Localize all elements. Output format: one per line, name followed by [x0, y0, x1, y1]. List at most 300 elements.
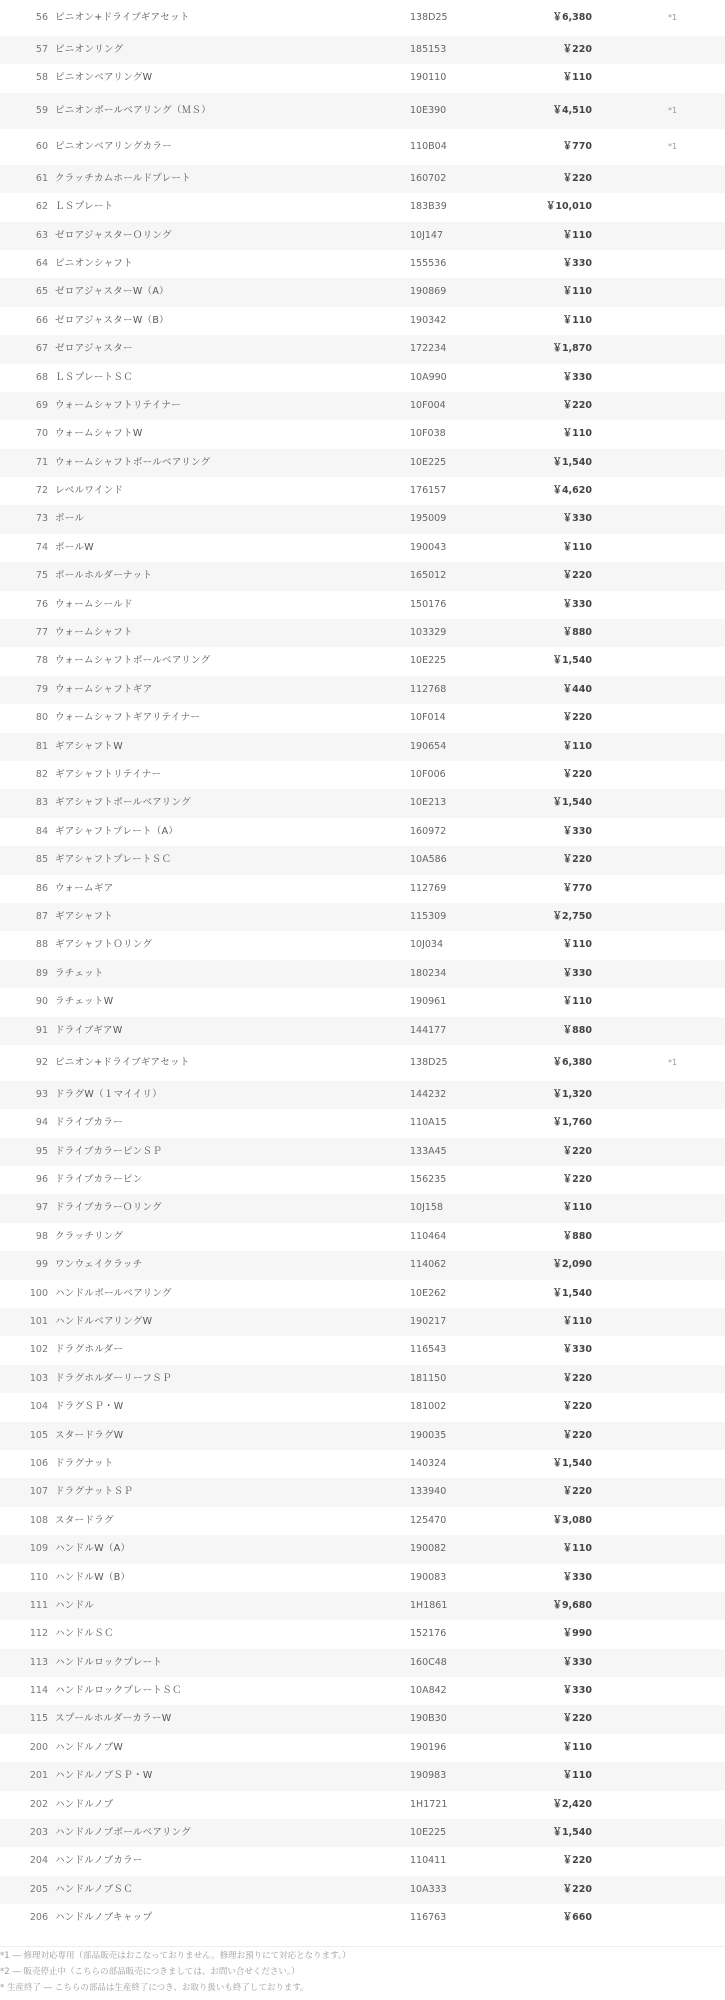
- part-name: ウォームシャフトW: [55, 428, 143, 440]
- part-price: ￥330: [562, 1571, 592, 1583]
- part-number: 93: [35, 1088, 48, 1100]
- part-code: 144232: [410, 1088, 447, 1100]
- table-row: [0, 250, 725, 278]
- part-number: 112: [29, 1628, 48, 1640]
- part-code: 10E225: [410, 655, 447, 667]
- table-row: [0, 988, 725, 1016]
- part-number: 71: [35, 456, 48, 468]
- table-row: [0, 1847, 725, 1875]
- table-row: [0, 1308, 725, 1336]
- part-code: 10E262: [410, 1287, 447, 1299]
- table-row: [0, 335, 725, 363]
- part-name: ドライブカラーピン: [55, 1174, 143, 1186]
- part-name: ドライブカラー: [55, 1117, 123, 1129]
- part-code: 190043: [410, 541, 447, 553]
- part-number: 106: [29, 1457, 48, 1469]
- part-code: 10E390: [410, 104, 447, 116]
- part-price: ￥220: [562, 172, 592, 184]
- table-row: [0, 1017, 725, 1045]
- part-number: 83: [35, 797, 48, 809]
- part-number: 105: [29, 1429, 48, 1441]
- part-number: 75: [35, 570, 48, 582]
- part-name: ハンドルノブW: [55, 1741, 124, 1753]
- table-row: [0, 1791, 725, 1819]
- part-name: ＬＳプレートＳＣ: [55, 371, 134, 383]
- part-price: ￥880: [562, 627, 592, 639]
- table-row: [0, 364, 725, 392]
- part-code: 10F038: [410, 428, 446, 440]
- part-price: ￥330: [562, 825, 592, 837]
- part-price: ￥3,080: [552, 1514, 592, 1526]
- part-name: ハンドルベアリングW: [55, 1316, 153, 1328]
- table-row: [0, 1649, 725, 1677]
- part-price: ￥220: [562, 768, 592, 780]
- table-row: [0, 1705, 725, 1733]
- table-row: [0, 931, 725, 959]
- part-code: 10A586: [410, 854, 447, 866]
- part-price: ￥660: [562, 1912, 592, 1924]
- part-name: ゼロアジャスターW（A）: [55, 286, 169, 298]
- table-row: [0, 278, 725, 306]
- part-name: ハンドルノブＳＰ・W: [55, 1770, 153, 1782]
- part-price: ￥220: [562, 1145, 592, 1157]
- table-row: [0, 704, 725, 732]
- part-price: ￥1,540: [552, 1287, 592, 1299]
- part-price: ￥220: [562, 1429, 592, 1441]
- part-number: 84: [35, 825, 48, 837]
- part-price: ￥220: [562, 1174, 592, 1186]
- table-row: [0, 93, 725, 129]
- part-price: ￥220: [562, 1486, 592, 1498]
- part-name: ゼロアジャスターＯリング: [55, 229, 172, 241]
- table-row: [0, 193, 725, 221]
- part-number: 114: [29, 1685, 48, 1697]
- part-number: 91: [35, 1024, 48, 1036]
- part-price: ￥880: [562, 1024, 592, 1036]
- part-number: 85: [35, 854, 48, 866]
- part-price: ￥440: [562, 683, 592, 695]
- part-name: ギアシャフトW: [55, 740, 123, 752]
- part-name: ゼロアジャスター: [55, 343, 133, 355]
- part-name: ワンウェイクラッチ: [55, 1259, 143, 1271]
- part-code: 116543: [410, 1344, 447, 1356]
- table-row: [0, 1592, 725, 1620]
- table-row: [0, 1045, 725, 1081]
- table-row: [0, 1904, 725, 1932]
- part-code: 116763: [410, 1912, 447, 1924]
- table-row: [0, 165, 725, 193]
- part-price: ￥2,090: [552, 1259, 592, 1271]
- part-name: ウォームシャフトボールベアリング: [55, 456, 211, 468]
- part-number: 89: [35, 967, 48, 979]
- part-price: ￥220: [562, 1883, 592, 1895]
- table-row: [0, 1109, 725, 1137]
- table-row: [0, 1535, 725, 1563]
- part-price: ￥330: [562, 1685, 592, 1697]
- part-name: ピニオンシャフト: [55, 257, 133, 269]
- part-name: ドライブカラーＯリング: [55, 1202, 162, 1214]
- part-number: 76: [35, 598, 48, 610]
- part-number: 90: [35, 996, 48, 1008]
- part-price: ￥110: [562, 939, 592, 951]
- part-code: 10A333: [410, 1883, 447, 1895]
- part-price: ￥1,540: [552, 797, 592, 809]
- part-code: 138D25: [410, 12, 448, 23]
- part-number: 63: [35, 229, 48, 241]
- part-price: ￥990: [562, 1628, 592, 1640]
- part-number: 78: [35, 655, 48, 667]
- part-number: 97: [35, 1202, 48, 1214]
- part-number: 109: [29, 1543, 48, 1555]
- table-row: [0, 1138, 725, 1166]
- part-price: ￥4,510: [552, 104, 592, 116]
- part-number: 79: [35, 683, 48, 695]
- part-number: 203: [29, 1827, 48, 1839]
- table-row: [0, 1365, 725, 1393]
- part-name: ゼロアジャスターW（B）: [55, 314, 169, 326]
- part-name: ハンドルノブキャップ: [55, 1912, 153, 1924]
- part-code: 190983: [410, 1770, 447, 1782]
- part-code: 10A842: [410, 1685, 447, 1697]
- part-code: 10J147: [410, 229, 444, 241]
- part-number: 86: [35, 882, 48, 894]
- part-name: ハンドルノブ: [55, 1798, 114, 1810]
- part-number: 202: [29, 1798, 48, 1810]
- part-price: ￥770: [562, 140, 592, 152]
- table-row: [0, 1336, 725, 1364]
- part-name: レベルワインド: [55, 485, 124, 497]
- part-code: 190083: [410, 1571, 447, 1583]
- table-row: [0, 449, 725, 477]
- part-code: 110464: [410, 1230, 447, 1242]
- part-price: ￥110: [562, 1316, 592, 1328]
- part-price: ￥110: [562, 314, 592, 326]
- part-number: 103: [29, 1372, 48, 1384]
- table-row: [0, 1478, 725, 1506]
- table-row: [0, 1450, 725, 1478]
- part-code: 190B30: [410, 1713, 447, 1725]
- part-price: ￥10,010: [545, 201, 592, 213]
- part-number: 56: [35, 12, 48, 23]
- table-row: [0, 1677, 725, 1705]
- part-price: ￥220: [562, 854, 592, 866]
- part-number: 88: [35, 939, 48, 951]
- part-code: 180234: [410, 967, 447, 979]
- part-price: ￥220: [562, 1713, 592, 1725]
- part-name: ドラグホルダーリーフＳＰ: [55, 1372, 172, 1384]
- part-price: ￥1,540: [552, 1457, 592, 1469]
- part-price: ￥110: [562, 229, 592, 241]
- part-number: 72: [35, 485, 48, 497]
- table-row: [0, 307, 725, 335]
- part-code: 172234: [410, 343, 447, 355]
- part-code: 176157: [410, 485, 447, 497]
- part-name: スタードラグW: [55, 1429, 124, 1441]
- part-number: 57: [35, 44, 48, 55]
- part-number: 67: [35, 343, 48, 355]
- part-number: 104: [29, 1401, 48, 1413]
- part-price: ￥770: [562, 882, 592, 894]
- part-number: 107: [29, 1486, 48, 1498]
- part-code: 1H1861: [410, 1599, 448, 1611]
- part-price: ￥220: [562, 712, 592, 724]
- part-code: 190961: [410, 996, 447, 1008]
- part-code: 110A15: [410, 1117, 447, 1129]
- part-number: 95: [35, 1145, 48, 1157]
- table-row: [0, 562, 725, 590]
- part-code: 10F006: [410, 768, 446, 780]
- part-number: 73: [35, 513, 48, 525]
- part-number: 204: [29, 1855, 48, 1867]
- part-name: ギアシャフトＯリング: [55, 939, 153, 951]
- part-number: 59: [35, 104, 48, 116]
- part-price: ￥330: [562, 371, 592, 383]
- table-row: [0, 1194, 725, 1222]
- part-price: ￥110: [562, 72, 592, 84]
- table-row: [0, 1564, 725, 1592]
- part-code: 115309: [410, 910, 447, 922]
- part-number: 65: [35, 286, 48, 298]
- part-number: 69: [35, 399, 48, 411]
- part-name: ピニオンリング: [55, 44, 124, 55]
- table-row: [0, 129, 725, 165]
- part-name: ドラグナット: [55, 1457, 114, 1469]
- part-price: ￥1,870: [552, 343, 592, 355]
- part-number: 66: [35, 314, 48, 326]
- part-number: 61: [35, 172, 48, 184]
- part-number: 96: [35, 1174, 48, 1186]
- part-name: ウォームシャフト: [55, 627, 133, 639]
- part-code: 10A990: [410, 371, 447, 383]
- part-price: ￥110: [562, 428, 592, 440]
- part-code: 10E213: [410, 797, 447, 809]
- part-code: 195009: [410, 513, 447, 525]
- part-number: 74: [35, 541, 48, 553]
- table-row: [0, 1507, 725, 1535]
- part-code: 133A45: [410, 1145, 447, 1157]
- part-code: 190869: [410, 286, 447, 298]
- part-name: ピニオンベアリングW: [55, 72, 153, 84]
- part-code: 190035: [410, 1429, 447, 1441]
- part-code: 125470: [410, 1514, 447, 1526]
- part-name: ウォームシールド: [55, 598, 133, 610]
- part-number: 99: [35, 1259, 48, 1271]
- part-number: 81: [35, 740, 48, 752]
- part-number: 80: [35, 712, 48, 724]
- part-name: ウォームシャフトギア: [55, 683, 153, 695]
- part-number: 94: [35, 1117, 48, 1129]
- part-name: ギアシャフトプレートＳＣ: [55, 854, 172, 866]
- table-row: [0, 761, 725, 789]
- part-name: ＬＳプレート: [55, 201, 114, 213]
- part-code: 155536: [410, 257, 447, 269]
- table-row: [0, 1762, 725, 1790]
- table-row: [0, 222, 725, 250]
- table-row: [0, 534, 725, 562]
- table-row: [0, 1166, 725, 1194]
- part-name: ドラグホルダー: [55, 1344, 124, 1356]
- part-code: 110B04: [410, 140, 447, 152]
- table-row: [0, 0, 725, 36]
- part-price: ￥2,750: [552, 910, 592, 922]
- part-name: ウォームシャフトボールベアリング: [55, 655, 211, 667]
- part-note: *1: [668, 141, 678, 151]
- part-code: 150176: [410, 598, 447, 610]
- part-price: ￥220: [562, 1372, 592, 1384]
- part-price: ￥220: [562, 44, 592, 55]
- table-row: [0, 1734, 725, 1762]
- footnote-divider: [0, 1946, 725, 1947]
- part-name: クラッチリング: [55, 1230, 124, 1242]
- part-code: 181150: [410, 1372, 447, 1384]
- part-code: 112768: [410, 683, 447, 695]
- part-name: ウォームシャフトギアリテイナー: [55, 712, 201, 724]
- part-number: 100: [29, 1287, 48, 1299]
- part-number: 101: [29, 1316, 48, 1328]
- part-name: ピニオンベアリングカラー: [55, 140, 173, 152]
- table-row: [0, 64, 725, 92]
- part-name: ドラグナットＳＰ: [55, 1486, 134, 1498]
- part-number: 102: [29, 1344, 48, 1356]
- part-number: 111: [29, 1599, 48, 1611]
- table-row: [0, 1422, 725, 1450]
- table-row: [0, 960, 725, 988]
- part-code: 185153: [410, 44, 447, 55]
- part-name: ドライブギアW: [55, 1024, 123, 1036]
- part-price: ￥9,680: [552, 1599, 592, 1611]
- footnote-3: * 生産終了 ― こちらの部品は生産終了につき、お取り扱いも終了しております。: [0, 1983, 309, 1993]
- part-number: 201: [29, 1770, 48, 1782]
- table-row: [0, 1280, 725, 1308]
- part-number: 64: [35, 257, 48, 269]
- part-price: ￥110: [562, 1543, 592, 1555]
- part-code: 10J034: [410, 939, 444, 951]
- part-code: 133940: [410, 1486, 447, 1498]
- part-name: ウォームシャフトリテイナー: [55, 399, 181, 411]
- part-name: ギアシャフトプレート（A）: [55, 825, 179, 837]
- part-name: ハンドルノブＳＣ: [55, 1883, 134, 1895]
- table-row: [0, 392, 725, 420]
- part-number: 82: [35, 768, 48, 780]
- part-name: ギアシャフト: [55, 910, 114, 922]
- footnote-1: *1 ― 修理対応専用（部品販売はおこなっておりません。修理お預りにて対応となります。）: [0, 1951, 351, 1961]
- part-name: ハンドルW（A）: [55, 1543, 131, 1555]
- part-price: ￥110: [562, 1202, 592, 1214]
- part-code: 160972: [410, 825, 447, 837]
- part-price: ￥880: [562, 1230, 592, 1242]
- part-number: 115: [29, 1713, 48, 1725]
- table-row: [0, 591, 725, 619]
- table-row: [0, 647, 725, 675]
- part-name: ハンドルロックプレートＳＣ: [55, 1685, 182, 1697]
- part-name: ハンドルボールベアリング: [55, 1287, 172, 1299]
- part-number: 87: [35, 910, 48, 922]
- table-row: [0, 903, 725, 931]
- part-number: 200: [29, 1741, 48, 1753]
- part-number: 70: [35, 428, 48, 440]
- table-row: [0, 676, 725, 704]
- part-note: *1: [668, 105, 678, 115]
- part-code: 103329: [410, 627, 447, 639]
- part-price: ￥6,380: [552, 12, 592, 23]
- part-name: スプールホルダーカラーW: [55, 1713, 172, 1725]
- part-code: 10F004: [410, 399, 446, 411]
- part-code: 138D25: [410, 1056, 448, 1068]
- part-number: 62: [35, 201, 48, 213]
- part-price: ￥330: [562, 967, 592, 979]
- part-number: 206: [29, 1912, 48, 1924]
- part-name: ウォームギア: [55, 882, 114, 894]
- table-row: [0, 733, 725, 761]
- part-code: 114062: [410, 1259, 447, 1271]
- part-name: ギアシャフトリテイナー: [55, 768, 162, 780]
- part-code: 160702: [410, 172, 447, 184]
- part-price: ￥2,420: [552, 1798, 592, 1810]
- part-number: 68: [35, 371, 48, 383]
- part-price: ￥110: [562, 1770, 592, 1782]
- table-row: [0, 619, 725, 647]
- part-number: 58: [35, 72, 48, 84]
- part-name: ピニオンボールベアリング（ＭＳ）: [55, 104, 212, 116]
- part-price: ￥1,540: [552, 655, 592, 667]
- part-name: ポールホルダーナット: [55, 570, 153, 582]
- table-row: [0, 505, 725, 533]
- table-row: [0, 818, 725, 846]
- part-price: ￥330: [562, 513, 592, 525]
- part-price: ￥1,540: [552, 456, 592, 468]
- part-number: 92: [35, 1056, 48, 1068]
- table-row: [0, 1620, 725, 1648]
- part-number: 77: [35, 627, 48, 639]
- part-name: ハンドルノブボールベアリング: [55, 1827, 192, 1839]
- part-code: 140324: [410, 1457, 447, 1469]
- part-price: ￥220: [562, 399, 592, 411]
- part-name: スタードラグ: [55, 1514, 114, 1526]
- part-name: ハンドルＳＣ: [55, 1628, 114, 1640]
- part-name: ラチェットW: [55, 996, 114, 1008]
- part-code: 181002: [410, 1401, 447, 1413]
- part-code: 10E225: [410, 1827, 447, 1839]
- part-code: 165012: [410, 570, 447, 582]
- part-name: ハンドルW（B）: [55, 1571, 131, 1583]
- part-price: ￥110: [562, 996, 592, 1008]
- part-price: ￥110: [562, 1741, 592, 1753]
- part-price: ￥220: [562, 1401, 592, 1413]
- part-code: 10E225: [410, 456, 447, 468]
- part-price: ￥110: [562, 541, 592, 553]
- part-price: ￥330: [562, 1656, 592, 1668]
- part-price: ￥1,540: [552, 1827, 592, 1839]
- part-code: 190342: [410, 314, 447, 326]
- table-row: [0, 36, 725, 64]
- part-price: ￥4,620: [552, 485, 592, 497]
- table-row: [0, 1876, 725, 1904]
- table-row: [0, 420, 725, 448]
- part-code: 160C48: [410, 1656, 447, 1668]
- footnote-2: *2 ― 販売停止中（こちらの部品販売につきましては、お問い合せください。）: [0, 1967, 300, 1977]
- part-name: ハンドルノブカラー: [55, 1855, 143, 1867]
- table-row: [0, 1819, 725, 1847]
- table-row: [0, 1081, 725, 1109]
- part-code: 1H1721: [410, 1798, 448, 1810]
- part-code: 152176: [410, 1628, 447, 1640]
- part-name: ドラグW（１マイイリ）: [55, 1088, 163, 1100]
- table-row: [0, 1251, 725, 1279]
- part-code: 156235: [410, 1174, 447, 1186]
- part-note: *1: [668, 13, 678, 22]
- part-price: ￥1,320: [552, 1088, 592, 1100]
- part-note: *1: [668, 1057, 678, 1067]
